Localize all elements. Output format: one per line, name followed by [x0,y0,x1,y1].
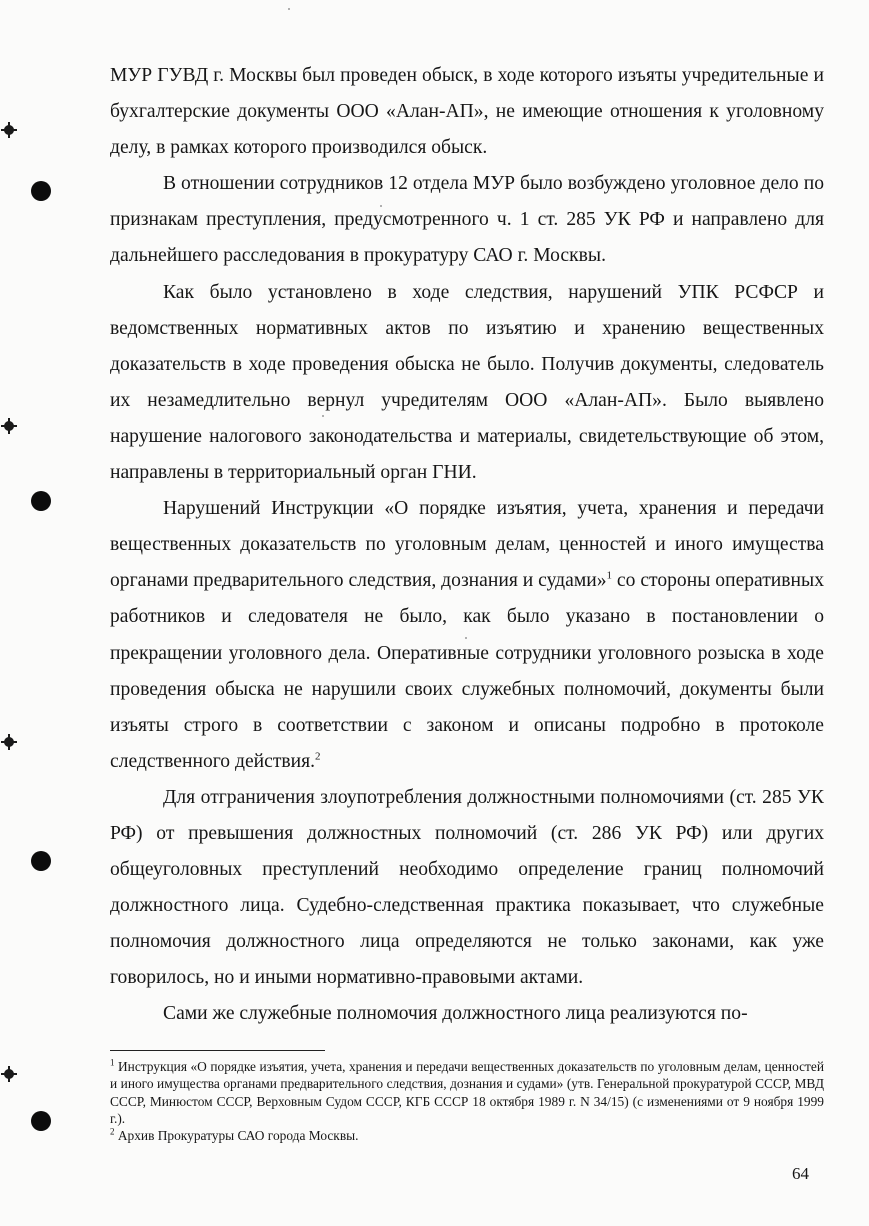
footnote-divider [110,1050,325,1051]
paragraph-text: со стороны оперативных работников и следователя не было, как было указано в постановлении о прекращении уголовного дела. Оперативные сотрудники уголовного розыска в ходе проведения обыска не нарушили своих служебных полномочий, документы были изъяты строго в соответствии с законом и описаны подробно в протоколе следственного действия. [110,570,824,772]
binder-hole [31,181,51,201]
paragraph: МУР ГУВД г. Москвы был проведен обыск, в ходе которого изъяты учредительные и бухгалтерские документы ООО «Алан-АП», не имеющие отношения к уголовному делу, в рамках которого производился обыск. [110,65,824,159]
footnote-mark: 2 [110,1126,115,1137]
paragraph: Сами же служебные полномочия должностного лица реализуются по- [163,1003,748,1025]
binder-hole [31,491,51,511]
page-number: 64 [792,1164,809,1183]
scan-mark [4,737,14,747]
footnote-reference[interactable]: 1 [606,569,613,582]
paragraph: Как было установлено в ходе следствия, нарушений УПК РСФСР и ведомственных нормативных актов по изъятию и хранению вещественных доказательств в ходе проведения обыска не было. Получив документы, следователь их незамедлительно вернул учредителям ООО «Алан-АП». Было выявлено нарушение налогового законодательства и материалы, свидетельствующие об этом, направлены в территориальный орган ГНИ. [110,281,824,484]
footnote [110,1058,824,1127]
footnote [110,1127,824,1144]
binder-hole [31,851,51,871]
footnotes [110,1058,824,1144]
scan-mark [4,125,14,135]
footnote-text: Архив Прокуратуры САО города Москвы. [114,1128,359,1144]
body-text [110,58,824,1033]
paragraph: В отношении сотрудников 12 отдела МУР было возбуждено уголовное дело по признакам преступления, предусмотренного ч. 1 ст. 285 УК РФ и направлено для дальнейшего расследования в прокуратуру САО г. Москвы. [110,173,824,267]
paragraph: Для отграничения злоупотребления должностными полномочиями (ст. 285 УК РФ) от превышения должностных полномочий (ст. 286 УК РФ) или других общеуголовных преступлений необходимо определение границ полномочий должностного лица. Судебно-следственная практика показывает, что служебные полномочия должностного лица определяются не только законами, как уже говорилось, но и иными нормативно-правовыми актами. [110,786,824,989]
scan-mark [4,1069,14,1079]
paragraph-text: Нарушений Инструкции «О порядке изъятия, учета, хранения и передачи вещественных доказательств по уголовным делам, ценностей и иного имущества органами предварительного следствия, дознания и судами» [110,498,824,592]
footnote-mark: 1 [110,1057,115,1068]
binder-hole [31,1111,51,1131]
paragraph-with-footnotes [110,491,824,780]
footnote-reference[interactable]: 2 [315,750,321,763]
footnote-text: Инструкция «О порядке изъятия, учета, хранения и передачи вещественных доказательств по уголовным делам, ценностей и иного имущества органами предварительного следствия, дознания и судами» (утв. Генеральной прокуратурой СССР, МВД СССР, Минюстом СССР, Верховным Судом СССР, КГБ СССР 18 октября 1989 г. N 34/15) (с изменениями от 9 ноября 1999 г.). [110,1059,824,1126]
scan-mark [4,421,14,431]
